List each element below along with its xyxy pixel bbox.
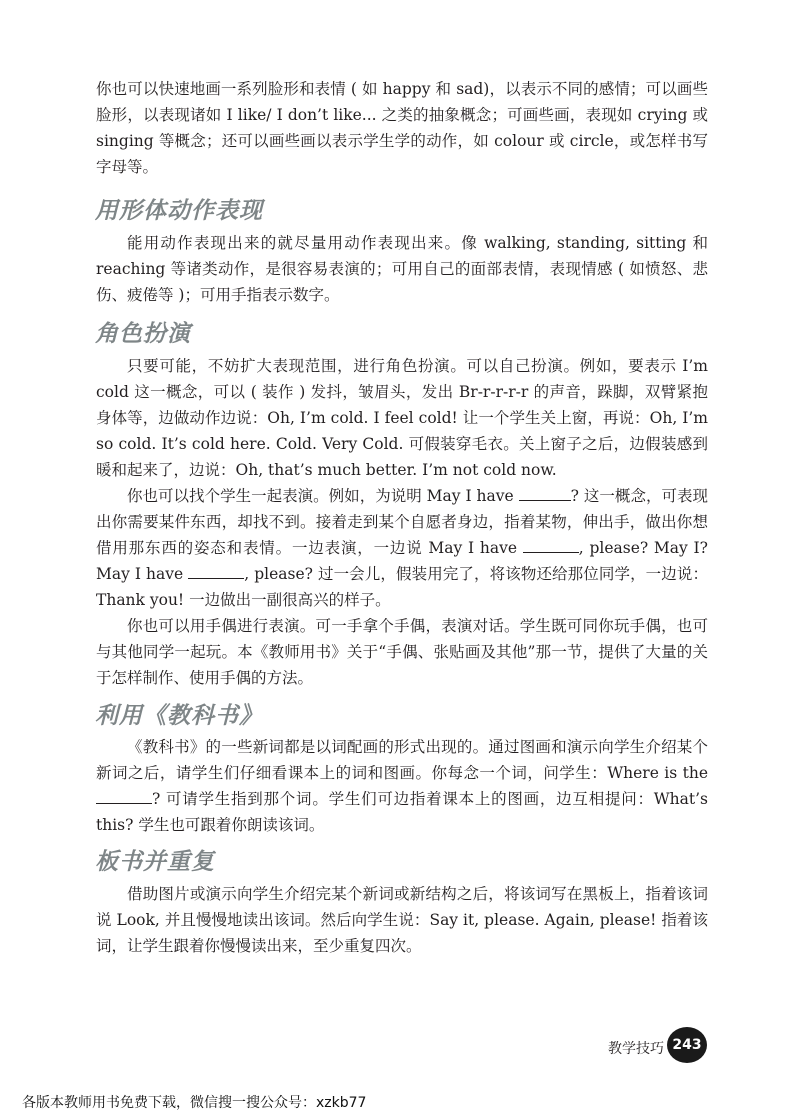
- fill-in-blank: [519, 485, 571, 501]
- fill-in-blank: [523, 537, 579, 553]
- textbook-p1-part-a: 《教科书》的一些新词都是以词配画的形式出现的。通过图画和演示向学生介绍某个新词之后，请学生们仔细看课本上的词和图画。你每念一个词，问学生：Where is the: [96, 738, 708, 782]
- fill-in-blank: [188, 563, 244, 579]
- role-play-paragraph-1: 只要可能，不妨扩大表现范围，进行角色扮演。可以自己扮演。例如，要表示 I’m cold 这一概念，可以 ( 装作 ) 发抖，皱眉头，发出 Br-r-r-r-r 的声音，跺脚，双臂紧抱身体等，边做动作边说：Oh, I’m cold. I feel cold! 让一个学生关上窗，再说：Oh, I’m so cold. It’s cold here. Cold. Very Cold. 可假装穿毛衣。关上窗子之后，边假装感到暖和起来了，边说：Oh, that’s much better. I’m not cold now.: [96, 357, 708, 479]
- footer-section-label: 教学技巧: [608, 1041, 664, 1057]
- page-number-badge: 243: [667, 1027, 707, 1063]
- fill-in-blank: [96, 788, 152, 804]
- intro-paragraph: 你也可以快速地画一系列脸形和表情 ( 如 happy 和 sad)，以表示不同的感情；可以画些脸形，以表现诸如 I like/ I don’t like... 之类的抽象概念；可画些画，表现如 crying 或 singing 等概念；还可以画些画以表示学生学的动作，如 colour 或 circle，或怎样书写字母等。: [96, 80, 708, 176]
- role-play-p2-part-d: , please? 过一会儿，假装用完了，将该物还给那位同学，一边说：Thank you! 一边做出一副很高兴的样子。: [96, 565, 708, 609]
- textbook-paragraph: [96, 734, 708, 838]
- role-play-p2-part-b: ? 这一概念，可表现出你需要某件东西，却找不到。接着走到某个自愿者身边，指着某物，伸出手，做出你想借用那东西的姿态和表情。一边表演，一边说 May I have: [96, 487, 708, 557]
- role-play-paragraph-2: [96, 483, 708, 613]
- section-heading-board-repeat: 板书并重复: [95, 849, 215, 875]
- section-heading-role-play: 角色扮演: [95, 321, 191, 347]
- role-play-p2-part-a: 你也可以找个学生一起表演。例如，为说明 May I have: [127, 487, 519, 505]
- section-heading-body-actions: 用形体动作表现: [95, 198, 263, 224]
- section-heading-textbook: 利用《教科书》: [95, 703, 263, 729]
- download-watermark: 各版本教师用书免费下载，微信搜一搜公众号：xzkb77: [22, 1095, 367, 1111]
- body-actions-paragraph: 能用动作表现出来的就尽量用动作表现出来。像 walking, standing, sitting 和 reaching 等诸类动作，是很容易表演的；可用自己的面部表情，表现情感 ( 如愤怒、悲伤、疲倦等 )；可用手指表示数字。: [96, 234, 708, 304]
- role-play-p2-part-c: , please? May I? May I have: [96, 539, 708, 583]
- role-play-paragraph-3: 你也可以用手偶进行表演。可一手拿个手偶，表演对话。学生既可同你玩手偶，也可与其他同学一起玩。本《教师用书》关于“手偶、张贴画及其他”那一节，提供了大量的关于怎样制作、使用手偶的方法。: [96, 617, 708, 687]
- board-repeat-paragraph: 借助图片或演示向学生介绍完某个新词或新结构之后，将该词写在黑板上，指着该词说 Look, 并且慢慢地读出该词。然后向学生说：Say it, please. Again, please! 指着该词，让学生跟着你慢慢读出来，至少重复四次。: [96, 885, 708, 955]
- textbook-p1-part-b: ? 可请学生指到那个词。学生们可边指着课本上的图画，边互相提问：What’s this? 学生也可跟着你朗读该词。: [96, 790, 708, 834]
